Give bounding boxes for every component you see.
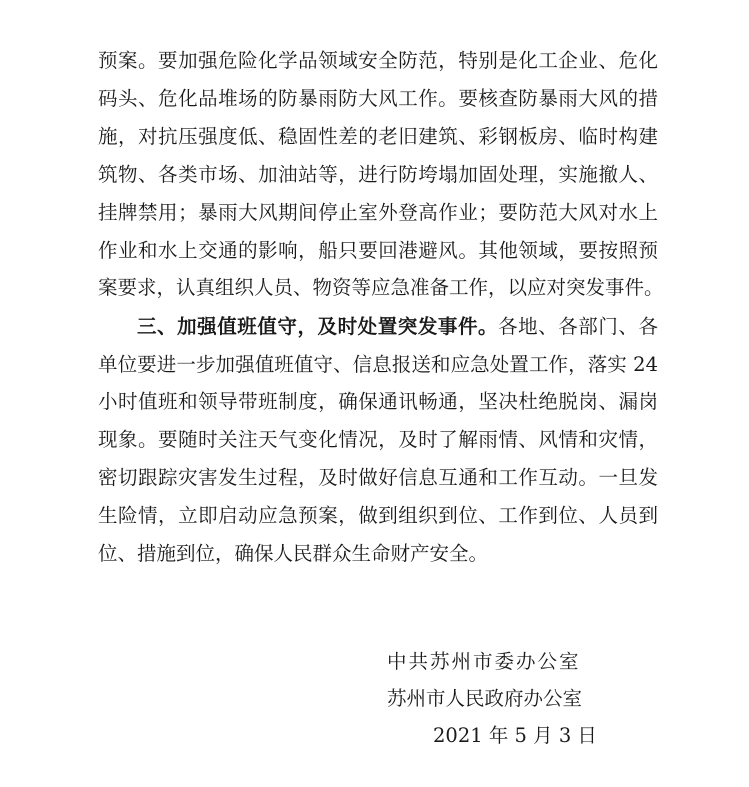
paragraph-line: 预案。要加强危险化学品领域安全防范，特别是化工企业、危化 — [98, 49, 658, 72]
section-3-heading: 三、加强值班值守，及时处置突发事件。 — [137, 315, 499, 338]
signature-org-2: 苏州市人民政府办公室 — [387, 687, 583, 710]
section-3-first-line-rest: 各地、各部门、各 — [498, 315, 658, 338]
paragraph-line: 小时值班和领导带班制度，确保通讯畅通，坚决杜绝脱岗、漏岗 — [98, 390, 658, 413]
signature-date: 2021 年 5 月 3 日 — [433, 724, 597, 747]
paragraph-line: 位、措施到位，确保人民群众生命财产安全。 — [98, 542, 489, 565]
paragraph-line: 施，对抗压强度低、稳固性差的老旧建筑、彩钢板房、临时构建 — [98, 125, 658, 148]
paragraph-line: 现象。要随时关注天气变化情况，及时了解雨情、风情和灾情， — [98, 428, 658, 451]
paragraph-line: 单位要进一步加强值班值守、信息报送和应急处置工作，落实 24 — [98, 353, 658, 376]
paragraph-line: 密切跟踪灾害发生过程，及时做好信息互通和工作互动。一旦发 — [98, 466, 658, 489]
paragraph-line: 案要求，认真组织人员、物资等应急准备工作，以应对突发事件。 — [98, 276, 664, 299]
signature-org-1: 中共苏州市委办公室 — [387, 650, 581, 673]
section-3-first-line — [137, 312, 658, 342]
paragraph-line: 挂牌禁用；暴雨大风期间停止室外登高作业；要防范大风对水上 — [98, 201, 658, 224]
paragraph-line: 生险情，立即启动应急预案，做到组织到位、工作到位、人员到 — [98, 504, 658, 527]
paragraph-line: 作业和水上交通的影响，船只要回港避风。其他领域，要按照预 — [98, 239, 658, 262]
paragraph-line: 码头、危化品堆场的防暴雨防大风工作。要核查防暴雨大风的措 — [98, 87, 658, 110]
paragraph-line: 筑物、各类市场、加油站等，进行防垮塌加固处理，实施撤人、 — [98, 163, 658, 186]
